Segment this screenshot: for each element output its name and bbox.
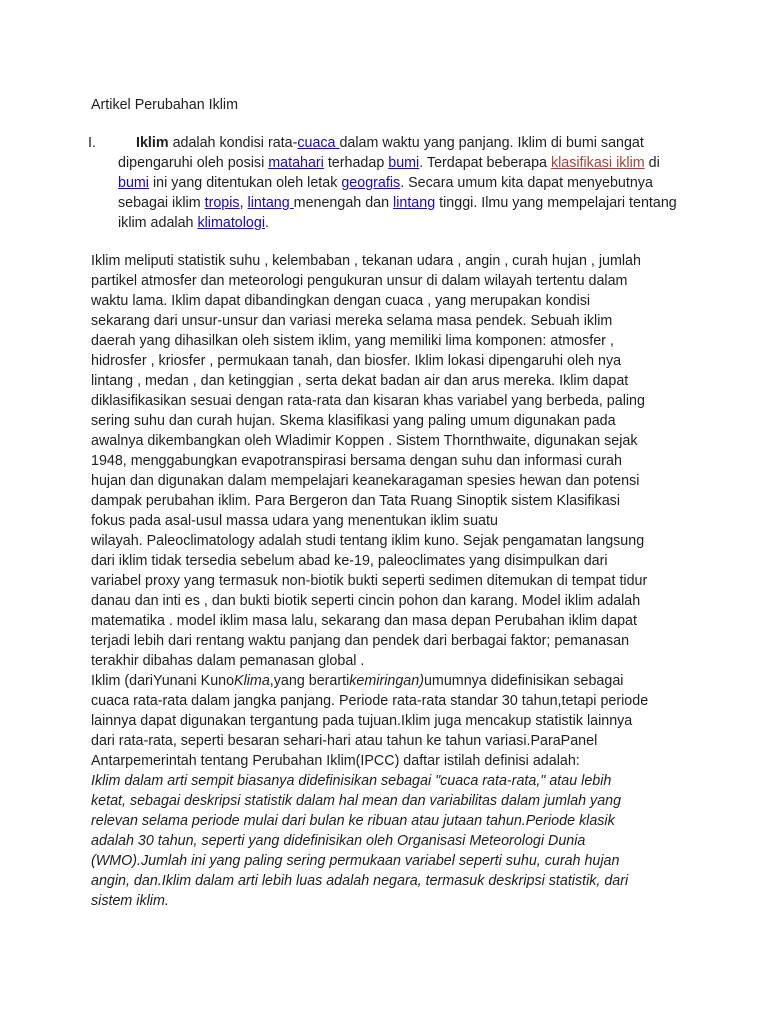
italic-text: ketat, sebagai deskripsi statistik dalam hal mean dan variabilitas dalam jumlah yang — [91, 793, 622, 809]
text-run: terakhir dibahas dalam pemanasan global . — [91, 653, 365, 669]
text-line — [91, 731, 691, 751]
text-run: daerah yang dihasilkan oleh sistem iklim, yang memiliki lima komponen: atmosfer , — [91, 333, 614, 349]
text-run: dampak perubahan iklim. Para Bergeron dan Tata Ruang Sinoptik sistem Klasifikasi — [91, 493, 621, 509]
text-line — [91, 871, 691, 891]
list-numeral: I. — [88, 135, 96, 151]
text-run: lintang , medan , dan ketinggian , serta dekat badan air dan arus mereka. Iklim dapat — [91, 373, 629, 389]
text-run: . Terdapat beberapa — [419, 155, 551, 171]
text-line — [91, 431, 691, 451]
text-run: lainnya dapat digunakan tergantung pada tujuan.Iklim juga mencakup statistik lainnya — [91, 713, 633, 729]
definition-paragraph — [118, 133, 678, 233]
text-line — [91, 491, 691, 511]
term-link[interactable]: lintang — [393, 195, 436, 211]
text-line — [91, 891, 691, 911]
text-line — [91, 311, 691, 331]
italic-text: kemiringan) — [349, 673, 424, 689]
term-link[interactable]: bumi — [388, 155, 420, 171]
text-line — [91, 351, 691, 371]
text-run: ini yang ditentukan oleh letak — [149, 175, 342, 191]
text-run: danau dan inti es , dan bukti biotik seperti cincin pohon dan karang. Model iklim adalah — [91, 593, 641, 609]
text-line — [91, 811, 691, 831]
text-run: tinggi. Ilmu yang mempelajari tentang iklim adalah — [118, 195, 677, 231]
text-run: waktu lama. Iklim dapat dibandingkan dengan cuaca , yang merupakan kondisi — [91, 293, 591, 309]
text-run: diklasifikasikan sesuai dengan rata-rata dan kisaran khas variabel yang berbeda, paling — [91, 393, 645, 409]
text-run: umumnya didefinisikan sebagai — [423, 673, 624, 689]
text-line — [91, 291, 691, 311]
term-link[interactable]: cuaca — [297, 135, 340, 151]
text-line — [91, 751, 691, 771]
italic-text: adalah 30 tahun, seperti yang didefinisikan oleh Organisasi Meteorologi Dunia — [91, 833, 586, 849]
text-line — [91, 851, 691, 871]
bold-term: Iklim — [136, 135, 169, 151]
text-run: di — [644, 155, 660, 171]
text-run: Iklim meliputi statistik suhu , kelembaban , tekanan udara , angin , curah hujan , jumlah — [91, 253, 641, 269]
text-run: adalah kondisi rata- — [168, 135, 298, 151]
italic-text: angin, dan.Iklim dalam arti lebih luas adalah negara, termasuk deskripsi statistik, dari — [91, 873, 629, 889]
text-line — [91, 551, 691, 571]
text-run: cuaca rata-rata dalam jangka panjang. Periode rata-rata standar 30 tahun,tetapi periode — [91, 693, 649, 709]
text-run: Antarpemerintah tentang Perubahan Iklim(IPCC) daftar istilah definisi adalah: — [91, 753, 580, 769]
text-run: ,yang berarti — [269, 673, 350, 689]
text-run: dalam waktu yang panjang. Iklim di bumi sangat dipengaruhi oleh posisi — [118, 135, 644, 171]
text-run: terhadap — [323, 155, 389, 171]
text-line — [91, 791, 691, 811]
term-link[interactable]: klimatologi — [197, 215, 266, 231]
italic-text: Iklim dalam arti sempit biasanya didefinisikan sebagai "cuaca rata-rata," atau lebih — [91, 773, 612, 789]
text-line — [91, 251, 691, 271]
text-run: matematika . model iklim masa lalu, sekarang dan masa depan Perubahan iklim dapat — [91, 613, 637, 629]
text-line — [91, 371, 691, 391]
text-line — [91, 671, 691, 691]
text-line — [91, 611, 691, 631]
text-run: awalnya dikembangkan oleh Wladimir Koppen . Sistem Thornthwaite, digunakan sejak — [91, 433, 638, 449]
text-run: . — [265, 215, 269, 231]
italic-text: relevan selama periode mulai dari bulan ke ribuan atau jutaan tahun.Periode klasik — [91, 813, 615, 829]
italic-text: (WMO).Jumlah ini yang paling sering permukaan variabel seperti suhu, curah hujan — [91, 853, 620, 869]
text-line — [91, 631, 691, 651]
text-line — [91, 451, 691, 471]
text-run: variabel proxy yang termasuk non-biotik bukti seperti sedimen ditemukan di tempat tidur — [91, 573, 648, 589]
text-run: , — [239, 195, 248, 211]
text-run: sering suhu dan curah hujan. Skema klasifikasi yang paling umum digunakan pada — [91, 413, 616, 429]
text-run: menengah dan — [293, 195, 394, 211]
italic-text: sistem iklim. — [91, 893, 169, 909]
text-line — [91, 331, 691, 351]
text-line — [91, 711, 691, 731]
term-link[interactable]: tropis — [204, 195, 240, 211]
text-line — [91, 571, 691, 591]
text-line — [91, 271, 691, 291]
term-link[interactable]: klasifikasi iklim — [550, 155, 645, 171]
text-line — [91, 691, 691, 711]
text-run: terjadi lebih dari rentang waktu panjang dan pendek dari berbagai faktor; pemanasan — [91, 633, 630, 649]
text-line — [91, 771, 691, 791]
document-title: Artikel Perubahan Iklim — [91, 97, 239, 113]
body-paragraph — [91, 251, 691, 911]
text-run: 1948, menggabungkan evapotranspirasi bersama dengan suhu dan informasi curah — [91, 453, 622, 469]
term-link[interactable]: geografis — [341, 175, 401, 191]
term-link[interactable]: lintang — [247, 195, 294, 211]
text-line — [91, 511, 691, 531]
text-run: fokus pada asal-usul massa udara yang menentukan iklim suatu — [91, 513, 498, 529]
text-run: hujan dan digunakan dalam mempelajari keanekaragaman spesies hewan dan potensi — [91, 473, 640, 489]
text-run: partikel atmosfer dan meteorologi pengukuran unsur di dalam wilayah tertentu dalam — [91, 273, 628, 289]
text-run: wilayah. Paleoclimatology adalah studi tentang iklim kuno. Sejak pengamatan langsung — [91, 533, 645, 549]
text-line — [91, 391, 691, 411]
text-run: dari iklim tidak tersedia sebelum abad ke-19, paleoclimates yang disimpulkan dari — [91, 553, 608, 569]
text-run: sekarang dari unsur-unsur dan variasi mereka selama masa pendek. Sebuah iklim — [91, 313, 613, 329]
text-run: . Secara umum kita dapat menyebutnya sebagai iklim — [118, 175, 653, 211]
text-run: Iklim (dariYunani Kuno — [91, 673, 235, 689]
term-link[interactable]: bumi — [118, 175, 149, 191]
text-line — [91, 831, 691, 851]
text-run: hidrosfer , kriosfer , permukaan tanah, dan biosfer. Iklim lokasi dipengaruhi oleh nya — [91, 353, 622, 369]
italic-text: Klima — [234, 673, 270, 689]
text-line — [91, 591, 691, 611]
text-run: dari rata-rata, seperti besaran sehari-hari atau tahun ke tahun variasi.ParaPanel — [91, 733, 598, 749]
text-line — [91, 411, 691, 431]
text-line — [91, 471, 691, 491]
text-line — [91, 651, 691, 671]
term-link[interactable]: matahari — [268, 155, 324, 171]
text-line — [91, 531, 691, 551]
